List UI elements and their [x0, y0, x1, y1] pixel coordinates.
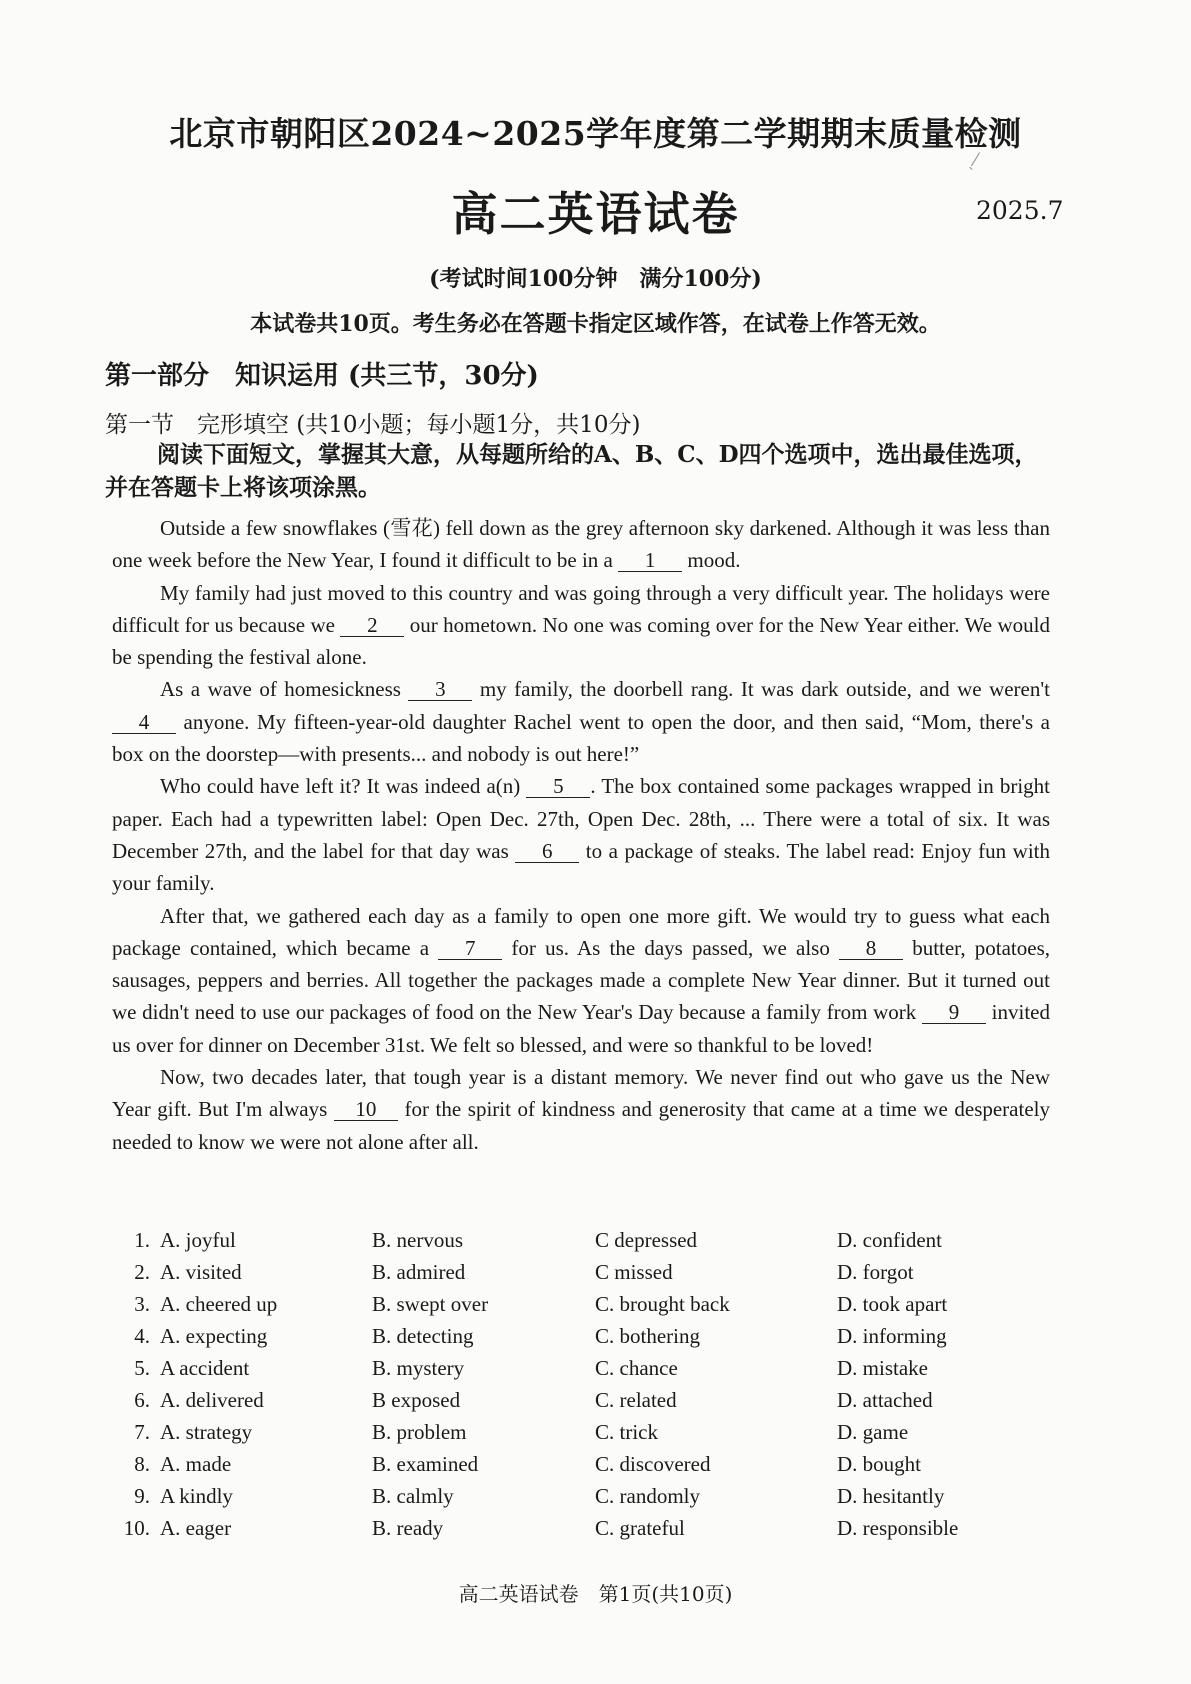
- blank-1: 1: [618, 549, 682, 572]
- blank-2: 2: [340, 614, 404, 637]
- exam-date: 2025.7: [976, 196, 1064, 225]
- blank-7: 7: [438, 937, 502, 960]
- passage-paragraph: As a wave of homesickness 3 my family, the doorbell rang. It was dark outside, and we weren't 4 anyone. My fifteen-year-old daughter Rachel went to open the door, and then said, “Mom, there's a box on the doorstep—with presents... and nobody is out here!”: [112, 677, 1050, 767]
- blank-5: 5: [526, 775, 590, 798]
- exam-title-line: 北京市朝阳区2024~2025学年度第二学期期末质量检测: [169, 114, 1022, 153]
- cloze-passage: [112, 512, 1050, 1158]
- blank-3: 3: [408, 678, 472, 701]
- instruction-text: 阅读下面短文，掌握其大意，从每题所给的A、B、C、D四个选项中，选出最佳选项，并在答题卡上将该项涂黑。: [105, 441, 1038, 501]
- pen-mark-icon: ˏ⁄: [968, 150, 977, 171]
- exam-page: ˏ⁄ 北京市朝阳区2024~2025学年度第二学期期末质量检测 高二英语试卷 2025.7 (考试时间100分钟 满分100分) 本试卷共10页。考生务必在答题卡指定区域作答，在试卷上作答无效。 第一部分 知识运用 (共三节，30分) 第一节 完形填空 (共10小题；每小题1分，共10分) 阅读下面短文，掌握其大意，从每题所给的A、B、C、D四个选项中，选出最佳选项，并在答题卡上将该项涂黑。 Outside a few snowflakes (雪花) fell down as the grey afternoon sky darkened. Although it was less than one week before the New Year, I found it difficult to be in a 1 mood. My family had just moved to this country and was going through a very difficult year. The holidays were difficult for us because we 2 our hometown. No one was coming over for the New Year either. We would be spending the festival alone. As a wave of homesickness 3 my family, the doorbell rang. It was dark outside, and we weren't 4 anyone. My fifteen-year-old daughter Rachel went to open the door, and then said, “Mom, there's a box on the doorstep—with presents... and nobody is out here!” Who could have left it? It was indeed a(n) 5 . The box contained some packages wrapped in bright paper. Each had a typewritten label: Open Dec. 27th, Open Dec. 28th, ... There were a total of six. It was December 27th, and the label for that day was 6 to a package of steaks. The label read: Enjoy fun with your family. After that, we gathered each day as a family to open one more gift. We would try to guess what each package contained, which became a 7 for us. As the days passed, we also 8 butter, potatoes, sausages, peppers and berries. All together the packages made a complete New Year dinner. But it turned out we didn't need to use our packages of food on the New Year's Day because a family from work 9 invited us over for dinner on December 31st. We felt so blessed, and were so thankful to be loved! Now, two decades later, that tough year is a distant memory. We never find out who gave us the New Year gift. But I'm always 10 for the spirit of kindness and generosity that came at a time we desperately needed to know we were not alone after all. 1. A. joyful B. nervous C depressed D. confident 2. A. visited B. admired C missed D. forgot 3. A. cheered up B. swept over C. brought back D. took apart 4. A. expecting B. detecting C. bothering D. informing 5. A accident B. mystery C. chance D. mistake 6. A. delivered B exposed C. related D. attached 7. A. strategy B. problem C. trick D. game 8. A. made B. examined C. discovered D. bought 9. A kindly B. calmly C. randomly D. hesitantly 10. A. eager B. ready C. grateful D. responsible 高二英语试卷 第1页(共10页): [0, 0, 1191, 1684]
- blank-9: 9: [922, 1001, 986, 1024]
- passage-paragraph: Outside a few snowflakes (雪花) fell down as the grey afternoon sky darkened. Although it was less than one week before the New Year, I found it difficult to be in a 1 mood.: [112, 516, 1050, 573]
- exam-main-title: 高二英语试卷: [451, 187, 740, 241]
- blank-4: 4: [112, 711, 176, 734]
- passage-paragraph: After that, we gathered each day as a family to open one more gift. We would try to guess what each package contained, which became a 7 for us. As the days passed, we also 8 butter, potatoes, sausages, peppers and berries. All together the packages made a complete New Year dinner. But it turned out we didn't need to use our packages of food on the New Year's Day because a family from work 9 invited us over for dinner on December 31st. We felt so blessed, and were so thankful to be loved!: [112, 903, 1050, 1057]
- blank-8: 8: [839, 937, 903, 960]
- part-title: 第一部分 知识运用 (共三节，30分): [105, 361, 539, 391]
- exam-time-info: (考试时间100分钟 满分100分): [429, 266, 762, 292]
- section-title: 第一节 完形填空 (共10小题；每小题1分，共10分): [105, 412, 641, 438]
- passage-paragraph: Now, two decades later, that tough year is a distant memory. We never find out who gave us the New Year gift. But I'm always 10 for the spirit of kindness and generosity that came at a time we desperately needed to know we were not alone after all.: [112, 1065, 1050, 1154]
- blank-6: 6: [515, 840, 579, 863]
- passage-paragraph: My family had just moved to this country and was going through a very difficult year. The holidays were difficult for us because we 2 our hometown. No one was coming over for the New Year either. We would be spending the festival alone.: [112, 580, 1050, 670]
- page-footer: 高二英语试卷 第1页(共10页): [458, 1582, 733, 1606]
- blank-10: 10: [334, 1098, 398, 1121]
- exam-notice: 本试卷共10页。考生务必在答题卡指定区域作答，在试卷上作答无效。: [250, 311, 941, 337]
- passage-paragraph: Who could have left it? It was indeed a(n) 5 . The box contained some packages wrapped in bright paper. Each had a typewritten label: Open Dec. 27th, Open Dec. 28th, ... There were a total of six. It was December 27th, and the label for that day was 6 to a package of steaks. The label read: Enjoy fun with your family.: [112, 774, 1050, 896]
